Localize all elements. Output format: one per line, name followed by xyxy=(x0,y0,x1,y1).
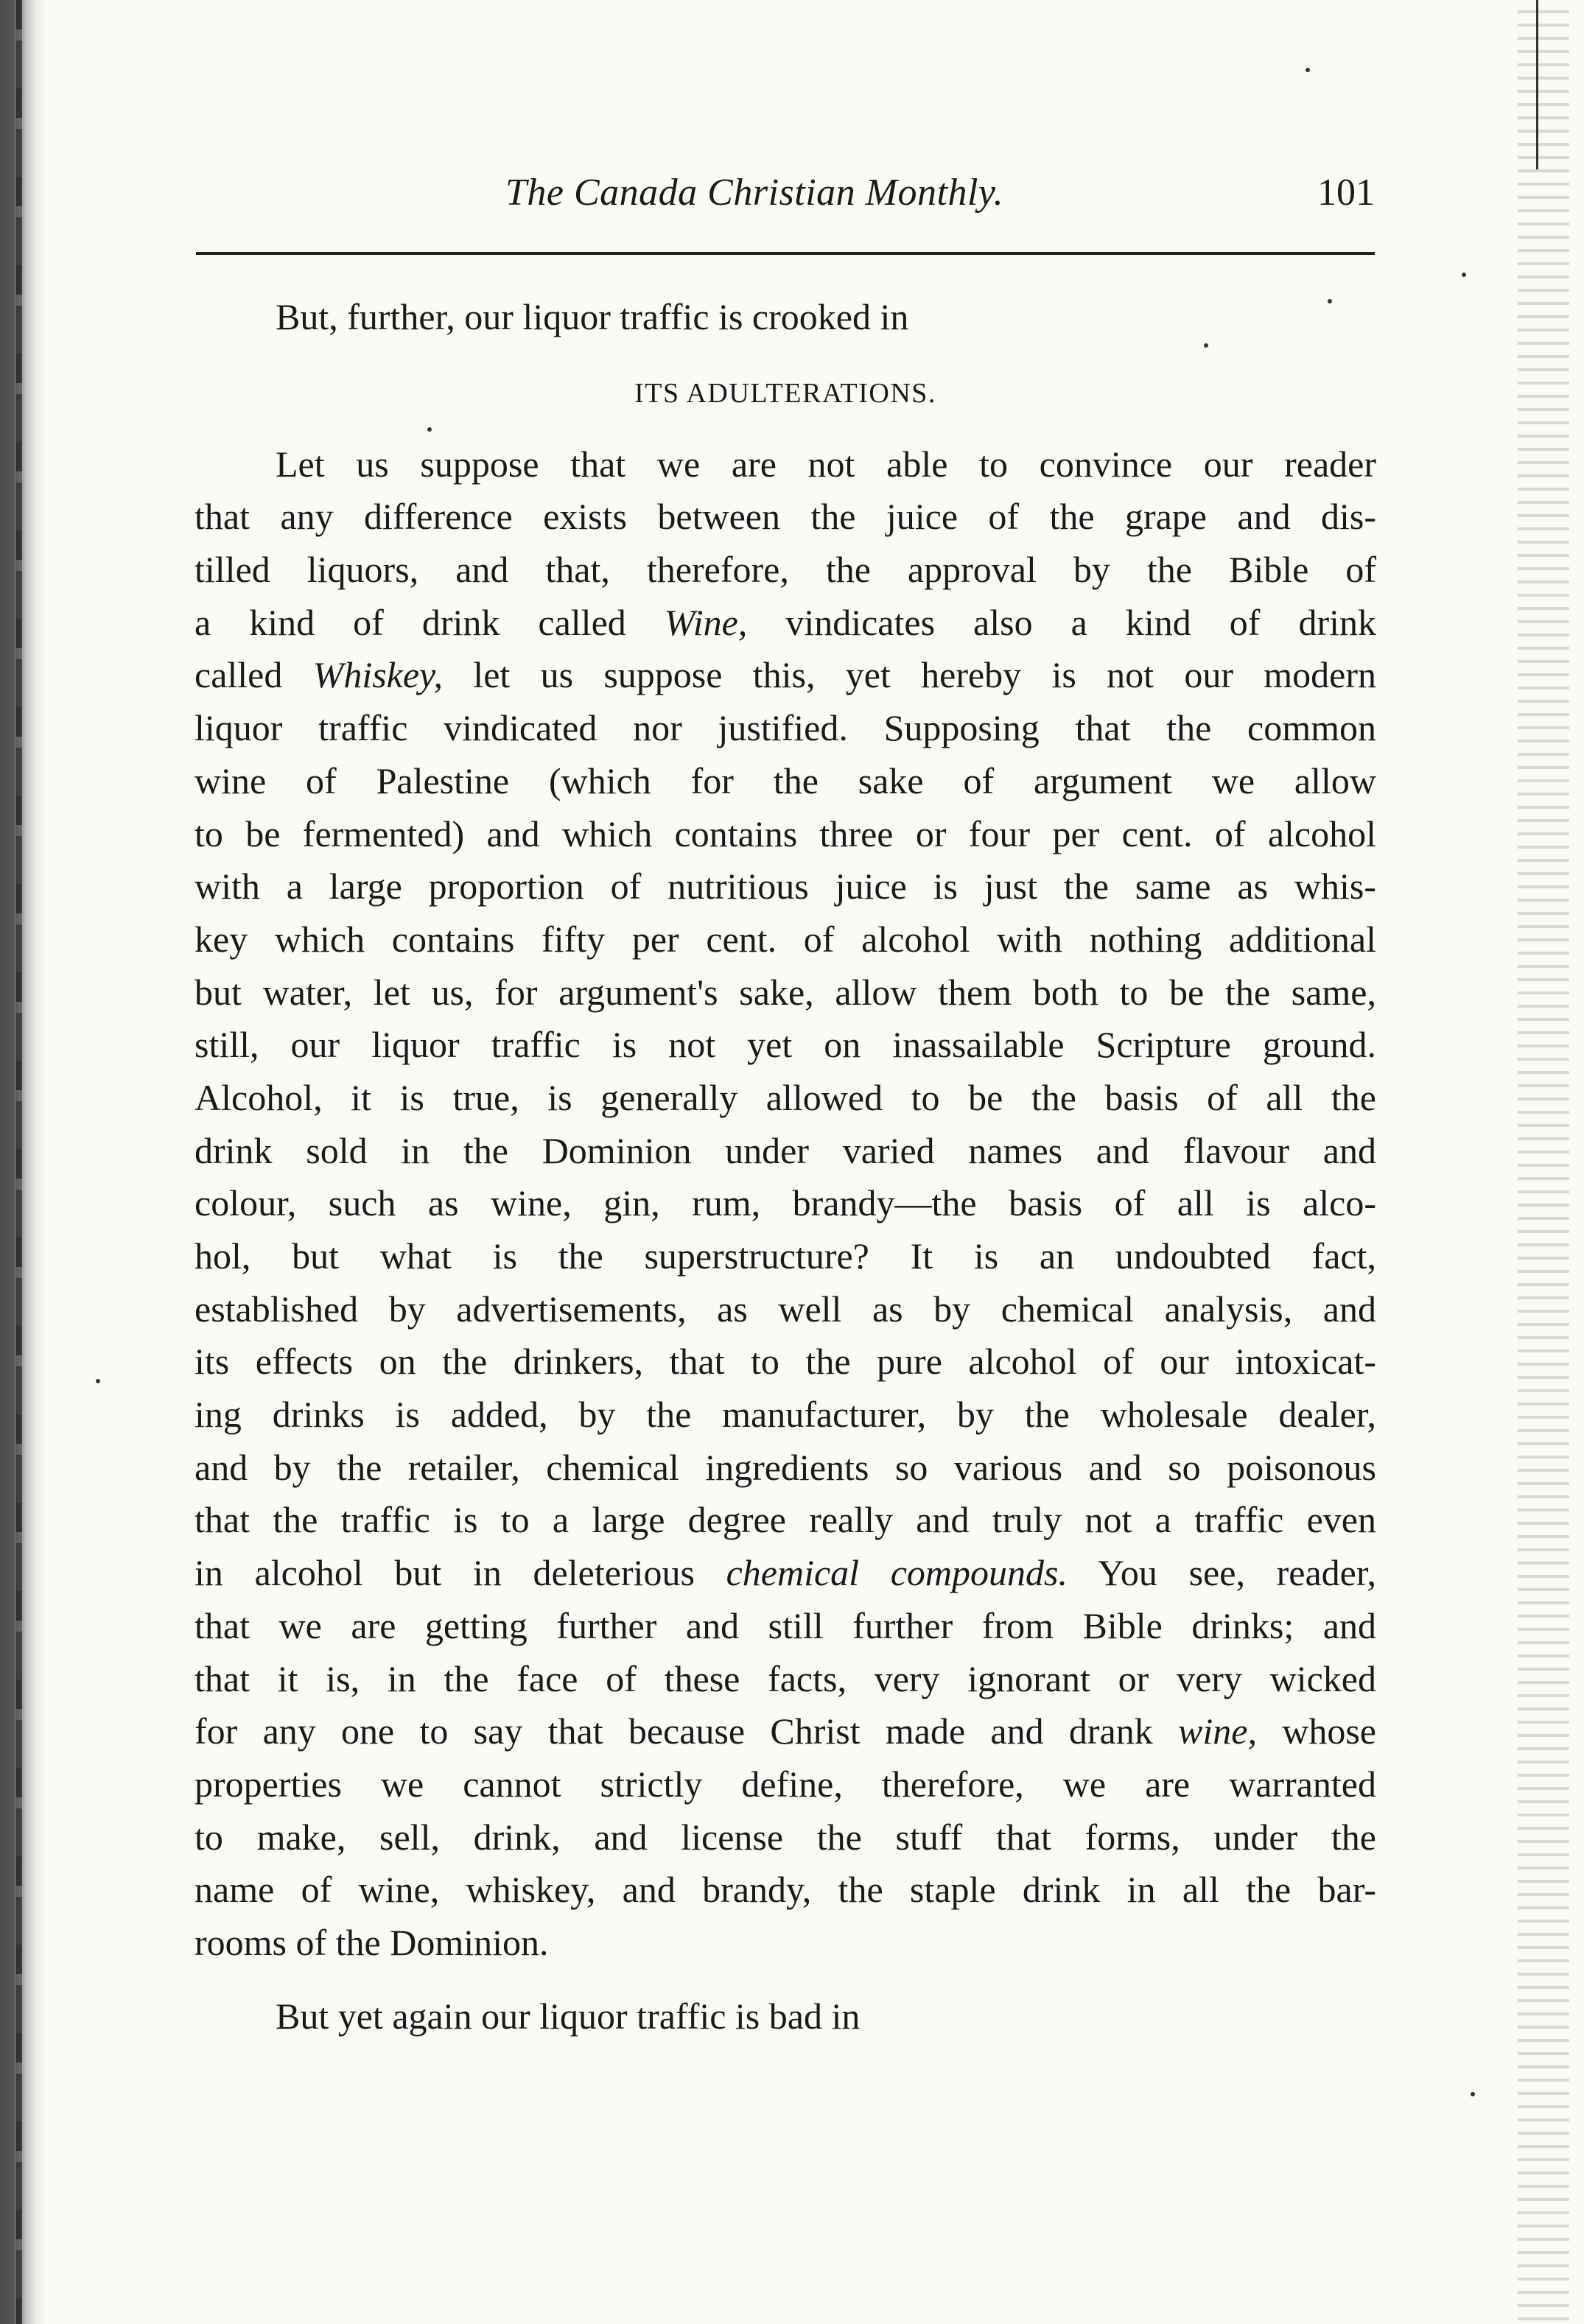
spacer xyxy=(195,1970,1376,1990)
scan-right-edge xyxy=(1518,0,1569,2324)
italic-term-wine: Wine, xyxy=(664,601,748,643)
running-head xyxy=(196,171,1375,230)
text-run: whose xyxy=(1256,1710,1377,1752)
section-heading: ITS ADULTERATIONS. xyxy=(634,377,936,409)
paragraph-line: Alcohol, it is true, is generally allowed to be the basis of all the xyxy=(195,1076,1376,1118)
paragraph-line: wine of Palestine (which for the sake of argument we allow xyxy=(195,759,1376,801)
paragraph-line: hol, but what is the superstructure? It is an undoubted fact, xyxy=(195,1235,1376,1277)
paragraph-line: ing drinks is added, by the manufacturer, by the wholesale dealer, xyxy=(195,1394,1376,1436)
paragraph-line: and by the retailer, chemical ingredients so various and so poisonous xyxy=(195,1446,1376,1488)
scan-binding-shadow xyxy=(16,0,22,2324)
paragraph-line: properties we cannot strictly define, therefore, we are warranted xyxy=(195,1763,1376,1805)
journal-title: The Canada Christian Monthly. xyxy=(505,172,1004,214)
paragraph-line: liquor traffic vindicated nor justified. Supposing that the common xyxy=(195,707,1376,749)
paragraph-line: key which contains fifty per cent. of alcohol with nothing additional xyxy=(195,918,1376,960)
paragraph-line xyxy=(195,1705,1376,1758)
scan-speck xyxy=(96,1379,100,1383)
italic-term-whiskey: Whiskey, xyxy=(312,654,443,696)
paragraph-line xyxy=(195,597,1376,650)
paragraph-line: its effects on the drinkers, that to the pure alcohol of our intoxicat- xyxy=(195,1341,1376,1383)
paragraph-line: name of wine, whiskey, and brandy, the staple drink in all the bar- xyxy=(195,1869,1376,1911)
text-run: vindicates also a kind of drink xyxy=(747,601,1376,643)
closing-line: But yet again our liquor traffic is bad in xyxy=(276,1995,861,2037)
italic-term-wine: wine, xyxy=(1178,1710,1257,1752)
scan-right-rule xyxy=(1536,0,1538,169)
paragraph-line: tilled liquors, and that, therefore, the approval by the Bible of xyxy=(195,549,1376,591)
text-run: let us suppose this, yet hereby is not our modern xyxy=(443,654,1376,696)
text-run: in alcohol but in deleterious xyxy=(195,1552,726,1594)
spacer xyxy=(195,344,1376,365)
italic-term-chemical-compounds: chemical compounds. xyxy=(726,1552,1068,1594)
scan-speck xyxy=(1462,273,1466,277)
paragraph-line: Let us suppose that we are not able to convince our reader xyxy=(276,443,1376,485)
paragraph-line: colour, such as wine, gin, rum, brandy—the basis of all is alco- xyxy=(195,1182,1376,1224)
paragraph-line: still, our liquor traffic is not yet on inassailable Scripture ground. xyxy=(195,1024,1376,1066)
paragraph-line: that we are getting further and still further from Bible drinks; and xyxy=(195,1604,1376,1646)
scan-speck xyxy=(1306,68,1310,72)
paragraph-line: established by advertisements, as well as by chemical analysis, and xyxy=(195,1288,1376,1330)
paragraph-line: to be fermented) and which contains three or four per cent. of alcohol xyxy=(195,812,1376,854)
paragraph-line xyxy=(195,649,1376,702)
text-run: You see, reader, xyxy=(1068,1552,1376,1594)
paragraph-line xyxy=(195,1547,1376,1600)
scan-speck xyxy=(1471,2092,1475,2096)
paragraph-line: but water, let us, for argument's sake, allow them both to be the same, xyxy=(195,971,1376,1013)
text-run: for any one to say that because Christ made and drank xyxy=(195,1710,1179,1752)
intro-line: But, further, our liquor traffic is crooked in xyxy=(276,296,909,337)
paragraph-line: that any difference exists between the juice of the grape and dis- xyxy=(195,496,1376,538)
paragraph-line: with a large proportion of nutritious juice is just the same as whis- xyxy=(195,866,1376,908)
paragraph-line: rooms of the Dominion. xyxy=(195,1921,549,1963)
paragraph-line: to make, sell, drink, and license the stuff that forms, under the xyxy=(195,1816,1376,1858)
paragraph-line: drink sold in the Dominion under varied names and flavour and xyxy=(195,1129,1376,1171)
header-rule xyxy=(196,252,1375,255)
paragraph-line: that the traffic is to a large degree really and truly not a traffic even xyxy=(195,1499,1376,1541)
text-run: called xyxy=(195,654,313,696)
body-text xyxy=(195,291,1376,2043)
text-run: a kind of drink called xyxy=(195,601,665,643)
page-number: 101 xyxy=(1317,172,1375,214)
scan-left-edge xyxy=(0,0,46,2324)
paragraph-line: that it is, in the face of these facts, very ignorant or very wicked xyxy=(195,1657,1376,1699)
